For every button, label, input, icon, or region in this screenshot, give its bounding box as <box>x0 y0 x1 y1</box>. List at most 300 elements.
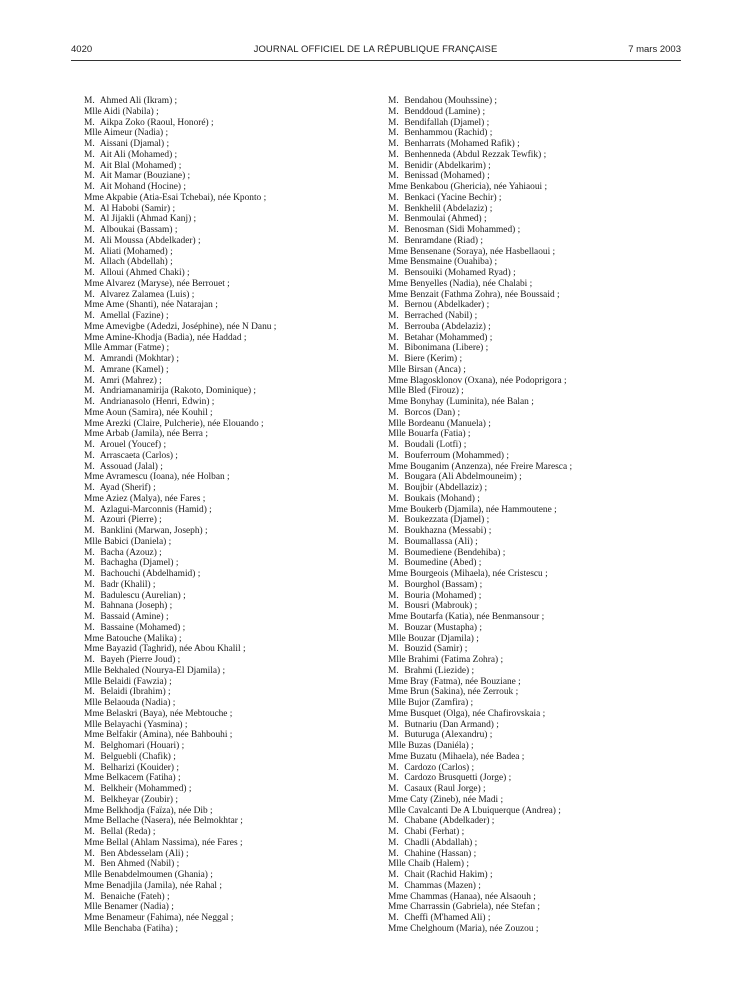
name-entry <box>388 591 688 602</box>
name-entry <box>84 558 384 569</box>
person-name: Ben Abdesselam (Ali) ; <box>100 848 189 859</box>
person-name: Benyelles (Nadia), née Chalabi ; <box>410 278 533 289</box>
person-name: Boumedine (Abed) ; <box>404 558 482 569</box>
name-entry <box>388 515 688 526</box>
civility-title: Mme <box>388 257 408 268</box>
civility-title: Mme <box>388 923 408 934</box>
person-name: Bendahou (Mouhssine) ; <box>404 96 498 106</box>
person-name: Aziez (Malya), née Fares ; <box>105 493 206 504</box>
civility-title: M. <box>84 225 95 235</box>
civility-title: M. <box>388 483 399 493</box>
person-name: Chabi (Ferhat) ; <box>404 827 465 837</box>
civility-title: M. <box>84 203 95 214</box>
person-name: Bacha (Azouz) ; <box>100 547 162 558</box>
name-entry <box>388 408 688 419</box>
name-entry <box>388 537 688 548</box>
person-name: Amevigbe (Adedzi, Joséphine), née N Danu ; <box>105 321 277 332</box>
person-name: Brahimi (Fatima Zohra) ; <box>408 655 504 665</box>
civility-title: Mme <box>84 418 104 429</box>
person-name: Boumallassa (Ali) ; <box>404 536 478 547</box>
person-name: Boukais (Mohand) ; <box>404 493 480 504</box>
name-entry <box>84 870 384 881</box>
name-entry <box>84 204 384 215</box>
civility-title: M. <box>388 773 399 784</box>
name-entry <box>388 451 688 462</box>
name-entry <box>84 96 384 107</box>
name-entry <box>388 171 688 182</box>
name-entry <box>388 687 688 698</box>
name-entry <box>388 429 688 440</box>
civility-title: Mme <box>388 751 408 762</box>
name-entry <box>84 247 384 258</box>
civility-title: M. <box>388 450 399 461</box>
name-entry <box>84 462 384 473</box>
civility-title: M. <box>84 504 95 515</box>
person-name: Bujor (Zamfira) ; <box>408 698 474 708</box>
name-entry <box>84 859 384 870</box>
name-entry <box>388 838 688 849</box>
civility-title: M. <box>84 612 95 622</box>
name-entry <box>388 96 688 107</box>
name-entry <box>84 677 384 688</box>
issue-date: 7 mars 2003 <box>628 44 681 55</box>
civility-title: M. <box>388 171 399 182</box>
civility-title: M. <box>84 96 95 106</box>
name-entry <box>84 601 384 612</box>
name-entry <box>388 827 688 838</box>
name-entry <box>84 849 384 860</box>
civility-title: M. <box>388 332 399 343</box>
civility-title: Mme <box>388 289 408 300</box>
person-name: Cheffi (M'hamed Ali) ; <box>404 913 491 923</box>
civility-title: M. <box>84 762 95 773</box>
person-name: Chaib (Halem) ; <box>408 859 469 870</box>
person-name: Al Habobi (Samir) ; <box>99 203 176 214</box>
name-entry <box>84 139 384 150</box>
civility-title: M. <box>388 321 399 332</box>
civility-title: M. <box>388 579 399 590</box>
civility-title: Mme <box>84 472 104 483</box>
person-name: Chelghoum (Maria), née Zouzou ; <box>410 923 539 934</box>
name-entry <box>84 634 384 645</box>
civility-title: M. <box>84 848 95 859</box>
person-name: Ame (Shanti), née Natarajan ; <box>105 300 218 311</box>
civility-title: Mme <box>84 730 104 741</box>
civility-title: M. <box>84 214 95 225</box>
person-name: Belkheir (Mohammed) ; <box>100 784 192 794</box>
name-entry <box>388 343 688 354</box>
name-entry <box>388 558 688 569</box>
name-entry <box>84 644 384 655</box>
person-name: Ammar (Fatme) ; <box>103 343 170 354</box>
name-entry <box>84 827 384 838</box>
civility-title: Mme <box>388 902 408 913</box>
name-entry <box>84 655 384 666</box>
civility-title: M. <box>84 515 95 526</box>
civility-title: M. <box>84 149 95 160</box>
name-entry <box>388 612 688 623</box>
civility-title: M. <box>388 547 399 558</box>
civility-title: M. <box>388 149 399 160</box>
name-entry <box>84 279 384 290</box>
person-name: Benidir (Abdelkarim) ; <box>404 160 491 171</box>
person-name: Arouel (Youcef) ; <box>99 440 167 450</box>
person-name: Batouche (Malika) ; <box>106 633 182 644</box>
person-name: Benddoud (Lamine) ; <box>404 106 486 117</box>
person-name: Benissad (Mohamed) ; <box>404 171 490 182</box>
name-entry <box>84 397 384 408</box>
person-name: Aimeur (Nadia) ; <box>103 128 169 139</box>
civility-title: M. <box>84 483 95 493</box>
person-name: Amrane (Kamel) ; <box>99 364 169 375</box>
person-name: Busquet (Olga), née Chafirovskaia ; <box>410 708 546 719</box>
civility-title: Mlle <box>84 343 102 354</box>
name-entry <box>84 795 384 806</box>
person-name: Blagosklonov (Oxana), née Podoprigora ; <box>410 375 567 386</box>
name-entry <box>388 526 688 537</box>
civility-title: M. <box>84 558 95 569</box>
name-entry <box>388 870 688 881</box>
person-name: Belghomari (Houari) ; <box>100 741 185 751</box>
name-entry <box>84 902 384 913</box>
name-entry <box>388 634 688 645</box>
civility-title: M. <box>84 891 95 902</box>
person-name: Belfakir (Amina), née Bahbouhi ; <box>106 730 233 741</box>
civility-title: M. <box>388 913 399 923</box>
civility-title: M. <box>388 160 399 171</box>
person-name: Azouri (Pierre) ; <box>99 515 162 526</box>
person-name: Bassaid (Amine) ; <box>100 612 169 622</box>
name-entry <box>84 107 384 118</box>
name-entry <box>388 107 688 118</box>
journal-title: JOURNAL OFFICIEL DE LA RÉPUBLIQUE FRANÇAISE <box>253 44 498 55</box>
name-entry <box>388 709 688 720</box>
person-name: Amellal (Fazine) ; <box>99 311 169 321</box>
civility-title: M. <box>388 870 399 880</box>
civility-title: M. <box>388 719 399 730</box>
name-entry <box>388 128 688 139</box>
person-name: Bayeh (Pierre Joud) ; <box>100 655 181 665</box>
civility-title: Mme <box>84 880 104 891</box>
civility-title: Mlle <box>84 698 102 708</box>
name-entry <box>84 354 384 365</box>
name-entry <box>84 225 384 236</box>
person-name: Benkhelil (Abdelaziz) ; <box>404 203 493 214</box>
civility-title: M. <box>388 644 399 655</box>
person-name: Alboukai (Bassam) ; <box>99 225 178 235</box>
civility-title: Mme <box>84 644 104 655</box>
name-entry <box>388 763 688 774</box>
name-entry <box>388 290 688 301</box>
person-name: Brun (Sakina), née Zerrouk ; <box>410 687 519 698</box>
civility-title: Mme <box>388 708 408 719</box>
person-name: Ait Ali (Mohamed) ; <box>99 149 178 160</box>
person-name: Bensouiki (Mohamed Ryad) ; <box>404 268 516 278</box>
civility-title: Mlle <box>388 386 406 397</box>
person-name: Alvarez Zalamea (Luis) ; <box>99 289 195 300</box>
civility-title: M. <box>388 268 399 278</box>
name-entry <box>84 773 384 784</box>
name-entry <box>84 666 384 677</box>
civility-title: Mlle <box>84 128 102 139</box>
person-name: Babici (Daniela) ; <box>104 536 172 547</box>
page-number: 4020 <box>71 44 93 55</box>
name-entry <box>388 730 688 741</box>
civility-title: M. <box>84 461 95 472</box>
name-entry <box>388 150 688 161</box>
name-entry <box>388 161 688 172</box>
name-entry <box>84 784 384 795</box>
person-name: Bekhaled (Nourya-El Djamila) ; <box>104 665 226 676</box>
civility-title: M. <box>388 214 399 225</box>
name-entry <box>84 892 384 903</box>
civility-title: Mlle <box>84 923 102 934</box>
civility-title: M. <box>388 235 399 246</box>
person-name: Benadjila (Jamila), née Rahal ; <box>106 880 222 891</box>
person-name: Bousri (Mabrouk) ; <box>404 601 478 612</box>
civility-title: M. <box>388 784 399 794</box>
person-name: Brahmi (Liezide) ; <box>404 665 475 676</box>
name-entry <box>84 752 384 763</box>
name-entry <box>388 300 688 311</box>
name-entry <box>388 902 688 913</box>
name-entry <box>84 419 384 430</box>
name-entry <box>388 773 688 784</box>
name-entry <box>84 236 384 247</box>
civility-title: M. <box>84 375 95 386</box>
person-name: Arbab (Jamila), née Berra ; <box>105 429 208 440</box>
civility-title: Mme <box>84 913 104 923</box>
civility-title: M. <box>388 96 399 106</box>
person-name: Betahar (Mohammed) ; <box>404 332 493 343</box>
name-entry <box>84 171 384 182</box>
name-entry <box>388 816 688 827</box>
civility-title: Mme <box>84 493 104 504</box>
person-name: Belharizi (Kouider) ; <box>100 762 179 773</box>
name-entry <box>84 612 384 623</box>
name-entry <box>84 515 384 526</box>
civility-title: Mlle <box>84 106 102 117</box>
name-entry <box>388 182 688 193</box>
civility-title: Mlle <box>388 429 406 440</box>
person-name: Ben Ahmed (Nabil) ; <box>100 859 180 870</box>
name-entry <box>388 859 688 870</box>
name-entry <box>388 322 688 333</box>
civility-title: M. <box>84 160 95 171</box>
civility-title: Mme <box>84 633 104 644</box>
name-entry <box>84 924 384 935</box>
person-name: Belaouda (Nadia) ; <box>104 698 176 708</box>
civility-title: M. <box>388 536 399 547</box>
person-name: Bellal (Reda) ; <box>100 827 156 837</box>
civility-title: Mlle <box>84 665 102 676</box>
name-entry <box>388 311 688 322</box>
civility-title: M. <box>388 139 399 149</box>
civility-title: Mme <box>84 816 104 827</box>
civility-title: Mme <box>84 429 104 440</box>
person-name: Belkheyar (Zoubir) ; <box>100 794 178 805</box>
civility-title: Mme <box>388 891 408 902</box>
person-name: Banklini (Marwan, Joseph) ; <box>100 526 208 536</box>
name-entry <box>388 601 688 612</box>
person-name: Ait Mohand (Hocine) ; <box>99 182 187 192</box>
name-entry <box>84 838 384 849</box>
person-name: Chadli (Abdallah) ; <box>404 837 478 848</box>
civility-title: Mlle <box>388 418 406 429</box>
person-name: Amri (Mahrez) ; <box>99 375 162 386</box>
person-name: Casaux (Raul Jorge) ; <box>404 784 486 794</box>
civility-title: M. <box>388 601 399 612</box>
civility-title: M. <box>84 139 95 149</box>
name-entry <box>84 365 384 376</box>
name-entry <box>388 365 688 376</box>
civility-title: M. <box>84 364 95 375</box>
civility-title: M. <box>84 526 95 536</box>
person-name: Ait Blal (Mohamed) ; <box>99 160 182 171</box>
civility-title: Mme <box>388 397 408 407</box>
name-entry <box>388 677 688 688</box>
header-rule <box>71 60 681 61</box>
person-name: Arezki (Claire, Pulcherie), née Elouando ; <box>105 418 264 429</box>
person-name: Charrassin (Gabriela), née Stefan ; <box>410 902 541 913</box>
person-name: Chahine (Hassan) ; <box>404 848 477 859</box>
civility-title: M. <box>388 493 399 504</box>
civility-title: M. <box>388 343 399 354</box>
name-entry <box>84 623 384 634</box>
civility-title: M. <box>84 601 95 612</box>
civility-title: Mme <box>388 687 408 698</box>
civility-title: Mme <box>388 676 408 687</box>
name-entry <box>84 429 384 440</box>
civility-title: Mme <box>388 182 408 192</box>
civility-title: Mlle <box>388 859 406 870</box>
left-name-column <box>84 96 384 935</box>
person-name: Bray (Fatma), née Bouziane ; <box>410 676 521 687</box>
name-entry <box>388 752 688 763</box>
civility-title: M. <box>84 246 95 257</box>
civility-title: Mme <box>84 192 104 203</box>
name-entry <box>84 268 384 279</box>
civility-title: M. <box>388 526 399 536</box>
person-name: Bensenane (Soraya), née Hasbellaoui ; <box>410 246 556 257</box>
civility-title: Mme <box>388 612 408 622</box>
person-name: Arrascaeta (Carlos) ; <box>99 450 178 461</box>
name-entry <box>388 376 688 387</box>
name-entry <box>388 279 688 290</box>
person-name: Boukhazna (Messabi) ; <box>404 526 492 536</box>
person-name: Benabdelmoumen (Ghania) ; <box>104 870 213 880</box>
name-entry <box>84 161 384 172</box>
civility-title: M. <box>388 192 399 203</box>
person-name: Boutarfa (Katia), née Benmansour ; <box>410 612 545 622</box>
name-entry <box>388 462 688 473</box>
civility-title: M. <box>84 268 95 278</box>
right-name-column <box>388 96 688 935</box>
person-name: Caty (Zineb), née Madi ; <box>410 794 504 805</box>
person-name: Benkaci (Yacine Bechir) ; <box>404 192 502 203</box>
person-name: Belaidi (Fawzia) ; <box>104 676 172 687</box>
civility-title: Mme <box>388 246 408 257</box>
name-entry <box>388 257 688 268</box>
civility-title: M. <box>388 300 399 311</box>
person-name: Belkhodja (Faïza), née Dib ; <box>106 805 213 816</box>
name-entry <box>84 290 384 301</box>
name-entry <box>84 322 384 333</box>
person-name: Cavalcanti De A Lbuiquerque (Andrea) ; <box>408 805 561 816</box>
civility-title: M. <box>388 117 399 128</box>
person-name: Bendifallah (Djamel) ; <box>404 117 490 128</box>
person-name: Ayad (Sherif) ; <box>99 483 156 493</box>
name-entry <box>388 204 688 215</box>
name-entry <box>84 913 384 924</box>
civility-title: M. <box>388 311 399 321</box>
name-entry <box>388 849 688 860</box>
person-name: Bahnana (Joseph) ; <box>100 601 173 612</box>
person-name: Bled (Firouz) ; <box>408 386 464 397</box>
civility-title: Mme <box>84 278 104 289</box>
person-name: Benmoulai (Ahmed) ; <box>404 214 487 225</box>
name-entry <box>84 193 384 204</box>
name-entry <box>84 343 384 354</box>
civility-title: Mlle <box>84 676 102 687</box>
name-entry <box>84 537 384 548</box>
person-name: Borcos (Dan) ; <box>404 407 461 418</box>
person-name: Bouferroum (Mohammed) ; <box>404 450 510 461</box>
person-name: Ait Mamar (Bouziane) ; <box>99 171 191 182</box>
name-entry <box>84 709 384 720</box>
name-entry <box>84 806 384 817</box>
name-entry <box>388 193 688 204</box>
person-name: Akpabie (Atia-Esai Tchebai), née Kponto ; <box>105 192 267 203</box>
page-header <box>0 44 751 60</box>
civility-title: M. <box>388 590 399 601</box>
name-entry <box>84 548 384 559</box>
name-entry <box>84 311 384 322</box>
person-name: Butnariu (Dan Armand) ; <box>404 719 499 730</box>
name-entry <box>84 472 384 483</box>
name-entry <box>388 913 688 924</box>
name-entry <box>388 881 688 892</box>
person-name: Bouzar (Djamila) ; <box>408 633 479 644</box>
name-entry <box>84 128 384 139</box>
civility-title: Mme <box>388 504 408 515</box>
civility-title: M. <box>388 827 399 837</box>
person-name: Belaskri (Baya), née Mebtouche ; <box>106 708 233 719</box>
civility-title: M. <box>84 794 95 805</box>
civility-title: Mlle <box>388 698 406 708</box>
name-entry <box>84 118 384 129</box>
name-entry <box>388 548 688 559</box>
person-name: Chammas (Hanaa), née Alsaouh ; <box>410 891 536 902</box>
civility-title: M. <box>388 848 399 859</box>
person-name: Benaiche (Fateh) ; <box>100 891 170 902</box>
civility-title: Mme <box>388 278 408 289</box>
person-name: Alvarez (Maryse), née Berrouet ; <box>105 278 230 289</box>
person-name: Bordeanu (Manuela) ; <box>408 418 491 429</box>
person-name: Cardozo Brusquetti (Jorge) ; <box>404 773 512 784</box>
name-entry <box>388 698 688 709</box>
civility-title: M. <box>388 354 399 364</box>
person-name: Bachagha (Djamel) ; <box>100 558 179 569</box>
person-name: Cardozo (Carlos) ; <box>404 762 475 773</box>
civility-title: Mme <box>388 375 408 386</box>
person-name: Chammas (Mazen) ; <box>404 880 481 891</box>
name-entry <box>84 376 384 387</box>
person-name: Bensmaine (Ouahiba) ; <box>410 257 498 268</box>
civility-title: M. <box>388 558 399 569</box>
person-name: Assouad (Jalal) ; <box>99 461 163 472</box>
person-name: Bouganim (Anzenza), née Freire Maresca ; <box>410 461 573 472</box>
